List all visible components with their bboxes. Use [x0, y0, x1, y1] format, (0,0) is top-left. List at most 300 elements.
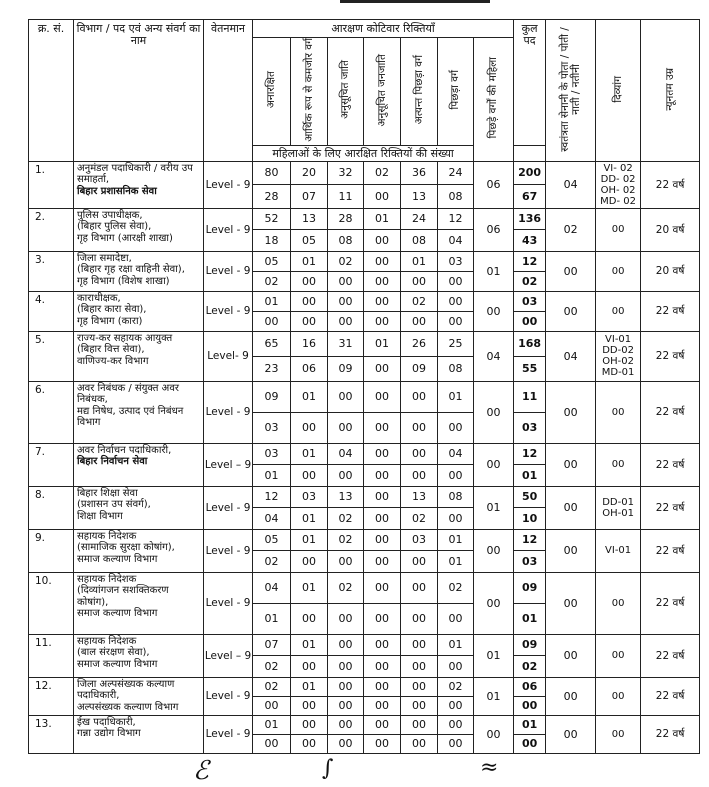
women-vacancy-count: 00: [401, 311, 438, 331]
women-vacancy-count: 00: [328, 696, 364, 715]
women-total-posts: 10: [514, 507, 546, 529]
vacancy-count: 13: [401, 486, 438, 507]
bc-women-count: 04: [474, 331, 514, 381]
post-name-line: काराधीक्षक,: [77, 292, 121, 304]
post-name-line: गृह विभाग (आरक्षी शाखा): [77, 232, 173, 244]
table-row: [29, 291, 700, 311]
col-header-age: [641, 20, 700, 162]
women-vacancy-count: 02: [253, 271, 291, 291]
table-row: [29, 715, 700, 734]
vacancy-count: 00: [438, 291, 474, 311]
women-vacancy-count: 00: [364, 464, 401, 486]
table-row: [29, 331, 700, 356]
vacancy-count: 13: [328, 486, 364, 507]
bc-women-count: 00: [474, 572, 514, 634]
women-total-posts: 00: [514, 696, 546, 715]
women-total-posts: 55: [514, 356, 546, 381]
divyang-line: OH-02: [602, 356, 634, 368]
vacancy-count: 65: [253, 331, 291, 356]
vacancy-count: 01: [291, 529, 328, 550]
table-row: [29, 572, 700, 603]
total-posts: 12: [514, 529, 546, 550]
pay-level: Level - 9: [204, 715, 253, 753]
min-age: 22 वर्ष: [641, 529, 700, 572]
vacancy-count: 13: [291, 208, 328, 229]
table-row: [29, 208, 700, 229]
divyang-line: 00: [611, 597, 625, 609]
women-vacancy-count: 02: [253, 550, 291, 572]
cat-ebc: [401, 38, 438, 146]
women-vacancy-count: 00: [328, 271, 364, 291]
vacancy-count: 08: [438, 486, 474, 507]
pay-level: Level - 9: [204, 208, 253, 251]
women-vacancy-count: 00: [291, 603, 328, 634]
post-name-line: (बिहार पुलिस सेवा),: [77, 221, 152, 233]
vacancy-count: 00: [291, 291, 328, 311]
cat-bc: [438, 38, 474, 146]
divyang-count: [596, 251, 641, 291]
post-name-line: अवर निर्वाचन पदाधिकारी,: [77, 444, 172, 456]
cat-st: [364, 38, 401, 146]
vacancy-count: 05: [253, 251, 291, 271]
post-service-name: बिहार प्रशासनिक सेवा: [77, 185, 157, 197]
post-name-line: सहायक निदेशक: [77, 573, 137, 585]
min-age: 22 वर्ष: [641, 291, 700, 331]
post-name-line: शिक्षा विभाग: [77, 510, 123, 522]
vacancy-count: 24: [438, 161, 474, 184]
freedom-fighter-label: स्वतंत्रता सेनानी के पोता / पोती / नाती / नतीनी: [558, 26, 582, 152]
post-name: [74, 381, 204, 443]
vacancy-count: 02: [438, 572, 474, 603]
col-header-total: कुल पद: [514, 20, 546, 146]
pay-level: Level - 9: [204, 677, 253, 715]
serial-number: 8.: [29, 486, 74, 529]
vacancy-count: 03: [438, 251, 474, 271]
women-vacancy-count: 00: [438, 412, 474, 443]
vacancy-count: 00: [401, 677, 438, 696]
women-vacancy-count: 28: [253, 184, 291, 208]
vacancy-count: 00: [401, 381, 438, 412]
min-age: 22 वर्ष: [641, 715, 700, 753]
post-name: [74, 634, 204, 677]
signature-2: ∫: [322, 756, 334, 781]
table-row: [29, 634, 700, 655]
col-header-dept: विभाग / पद एवं अन्य संवर्ग का नाम: [74, 20, 204, 162]
vacancy-count: 00: [364, 715, 401, 734]
pay-level: Level - 9: [204, 486, 253, 529]
cat-label: अनारक्षित: [265, 71, 277, 109]
post-name-line: समाज कल्याण विभाग: [77, 658, 158, 670]
post-name-line: ईख पदाधिकारी,: [77, 716, 136, 728]
cat-bc-women: [474, 38, 514, 162]
vacancy-count: 32: [328, 161, 364, 184]
women-vacancy-count: 00: [328, 603, 364, 634]
divyang-count: [596, 443, 641, 486]
women-vacancy-count: 00: [253, 311, 291, 331]
women-vacancy-count: 05: [291, 229, 328, 251]
serial-number: 12.: [29, 677, 74, 715]
freedom-fighter-count: 00: [546, 529, 596, 572]
women-total-posts: 00: [514, 311, 546, 331]
total-posts: 200: [514, 161, 546, 184]
post-name-line: (बिहार कारा सेवा),: [77, 304, 147, 316]
freedom-fighter-count: 00: [546, 572, 596, 634]
total-posts: 03: [514, 291, 546, 311]
women-vacancy-count: 09: [328, 356, 364, 381]
freedom-fighter-count: 04: [546, 331, 596, 381]
total-posts: 09: [514, 634, 546, 655]
serial-number: 9.: [29, 529, 74, 572]
post-name-line: बिहार शिक्षा सेवा: [77, 487, 138, 499]
women-vacancy-count: 00: [438, 603, 474, 634]
women-vacancy-count: 04: [253, 507, 291, 529]
post-name-line: जिला समादेष्टा,: [77, 252, 132, 264]
women-vacancy-count: 00: [291, 734, 328, 753]
divyang-label: दिव्यांग: [611, 75, 624, 103]
women-vacancy-count: 00: [438, 655, 474, 677]
women-vacancy-count: 00: [328, 412, 364, 443]
women-vacancy-count: 00: [364, 550, 401, 572]
post-name-line: अवर निबंधक / संयुक्त अवर निबंधक,: [77, 382, 179, 406]
vacancy-count: 00: [364, 572, 401, 603]
women-vacancy-count: 00: [364, 311, 401, 331]
pay-level: Level – 9: [204, 443, 253, 486]
women-reserved-note: महिलाओं के लिए आरक्षित रिक्तियों की संख्या: [253, 145, 474, 161]
freedom-fighter-count: 00: [546, 251, 596, 291]
vacancy-count: 01: [438, 381, 474, 412]
women-total-posts: 67: [514, 184, 546, 208]
bc-women-count: 06: [474, 161, 514, 208]
women-vacancy-count: 00: [328, 464, 364, 486]
cat-label: पिछड़े वर्गों की महिला: [487, 57, 500, 139]
vacancy-count: 03: [253, 443, 291, 464]
women-vacancy-count: 00: [364, 507, 401, 529]
divyang-line: VI- 02: [603, 162, 633, 174]
post-name-line: वाणिज्य-कर विभाग: [77, 355, 149, 367]
divyang-line: DD-01: [602, 496, 634, 508]
women-vacancy-count: 00: [253, 696, 291, 715]
vacancy-count: 25: [438, 331, 474, 356]
bc-women-count: 00: [474, 715, 514, 753]
bc-women-count: 00: [474, 291, 514, 331]
vacancy-count: 03: [401, 529, 438, 550]
divyang-line: 00: [611, 728, 625, 740]
vacancy-count: 05: [253, 529, 291, 550]
vacancy-count: 24: [401, 208, 438, 229]
col-header-pay: वेतनमान: [204, 20, 253, 162]
bc-women-count: 01: [474, 486, 514, 529]
freedom-fighter-count: 04: [546, 161, 596, 208]
table-row: [29, 677, 700, 696]
women-vacancy-count: 00: [438, 271, 474, 291]
post-name-line: सहायक निदेशक: [77, 635, 137, 647]
post-name: [74, 161, 204, 208]
col-header-divyang: [596, 20, 641, 162]
divyang-count: [596, 677, 641, 715]
women-vacancy-count: 01: [253, 603, 291, 634]
pay-level: Level - 9: [204, 251, 253, 291]
vacancy-count: 01: [291, 251, 328, 271]
vacancy-count: 00: [328, 291, 364, 311]
total-posts: 136: [514, 208, 546, 229]
vacancy-count: 28: [328, 208, 364, 229]
vacancy-count: 00: [401, 715, 438, 734]
women-vacancy-count: 00: [401, 412, 438, 443]
total-posts: 06: [514, 677, 546, 696]
women-vacancy-count: 00: [291, 550, 328, 572]
divyang-count: [596, 572, 641, 634]
divyang-line: 00: [611, 650, 625, 662]
divyang-line: 00: [611, 265, 625, 277]
vacancy-count: 01: [291, 677, 328, 696]
divyang-line: DD- 02: [600, 173, 636, 185]
post-name-line: (बिहार वित्त सेवा),: [77, 344, 145, 356]
col-header-sno: क्र. सं.: [29, 20, 74, 162]
women-total-posts: 01: [514, 464, 546, 486]
vacancy-count: 02: [401, 291, 438, 311]
women-vacancy-count: 00: [438, 464, 474, 486]
min-age: 22 वर्ष: [641, 572, 700, 634]
bc-women-count: 00: [474, 529, 514, 572]
post-name: [74, 572, 204, 634]
cat-label: अनुसूचित जाति: [339, 60, 351, 120]
women-vacancy-count: 00: [364, 229, 401, 251]
vacancy-count: 36: [401, 161, 438, 184]
serial-number: 1.: [29, 161, 74, 208]
women-vacancy-count: 00: [364, 412, 401, 443]
cat-unreserved: [253, 38, 291, 146]
vacancy-count: 26: [401, 331, 438, 356]
vacancy-count: 01: [401, 251, 438, 271]
vacancy-count: 01: [253, 291, 291, 311]
post-name-line: पुलिस उपाधीक्षक,: [77, 209, 143, 221]
serial-number: 2.: [29, 208, 74, 251]
vacancy-count: 09: [253, 381, 291, 412]
table-row: [29, 251, 700, 271]
post-service-name: बिहार निर्वाचन सेवा: [77, 456, 148, 468]
vacancy-count: 20: [291, 161, 328, 184]
freedom-fighter-count: 00: [546, 677, 596, 715]
women-total-posts: 43: [514, 229, 546, 251]
vacancy-count: 00: [364, 443, 401, 464]
women-vacancy-count: 00: [401, 271, 438, 291]
vacancy-count: 00: [291, 715, 328, 734]
divyang-count: [596, 715, 641, 753]
women-vacancy-count: 00: [364, 734, 401, 753]
post-name-line: जिला अल्पसंख्यक कल्याण पदाधिकारी,: [77, 678, 175, 702]
women-vacancy-count: 08: [401, 229, 438, 251]
serial-number: 7.: [29, 443, 74, 486]
women-vacancy-count: 02: [328, 507, 364, 529]
post-name: [74, 291, 204, 331]
min-age: 22 वर्ष: [641, 677, 700, 715]
serial-number: 13.: [29, 715, 74, 753]
divyang-line: VI-01: [605, 545, 632, 557]
women-vacancy-count: 00: [291, 412, 328, 443]
women-vacancy-count: 00: [401, 696, 438, 715]
divyang-line: DD-02: [602, 345, 634, 357]
table-row: [29, 486, 700, 507]
post-name-line: गन्ना उद्योग विभाग: [77, 728, 141, 740]
women-vacancy-count: 02: [401, 507, 438, 529]
total-blank: [514, 145, 546, 161]
freedom-fighter-count: 00: [546, 443, 596, 486]
pay-level: Level - 9: [204, 381, 253, 443]
cat-label: अनुसूचित जनजाति: [375, 53, 388, 127]
pay-level: Level - 9: [204, 529, 253, 572]
divyang-count: [596, 161, 641, 208]
post-name-line: गृह विभाग (विशेष शाखा): [77, 275, 170, 287]
vacancy-count: 00: [364, 486, 401, 507]
post-name-line: (बाल संरक्षण सेवा),: [77, 647, 150, 659]
vacancy-count: 00: [401, 634, 438, 655]
bc-women-count: 01: [474, 634, 514, 677]
divyang-line: 00: [611, 305, 625, 317]
women-vacancy-count: 00: [328, 655, 364, 677]
cat-label: अत्यन्त पिछड़ा वर्ग: [412, 55, 425, 125]
total-posts: 12: [514, 251, 546, 271]
divyang-line: MD-01: [601, 367, 635, 379]
freedom-fighter-count: 02: [546, 208, 596, 251]
min-age: 20 वर्ष: [641, 208, 700, 251]
divyang-line: VI-01: [605, 334, 632, 346]
post-name: [74, 443, 204, 486]
vacancy-count: 00: [438, 715, 474, 734]
freedom-fighter-count: 00: [546, 486, 596, 529]
min-age: 22 वर्ष: [641, 634, 700, 677]
min-age: 22 वर्ष: [641, 443, 700, 486]
freedom-fighter-count: 00: [546, 715, 596, 753]
divyang-count: [596, 486, 641, 529]
top-border-line: [340, 0, 490, 3]
vacancy-count: 02: [253, 677, 291, 696]
divyang-count: [596, 291, 641, 331]
women-vacancy-count: 00: [291, 696, 328, 715]
post-name: [74, 529, 204, 572]
women-vacancy-count: 08: [438, 184, 474, 208]
divyang-line: OH-01: [602, 507, 634, 519]
women-vacancy-count: 04: [438, 229, 474, 251]
vacancy-count: 52: [253, 208, 291, 229]
post-name-line: समाज कल्याण विभाग: [77, 553, 158, 565]
women-vacancy-count: 01: [253, 464, 291, 486]
women-vacancy-count: 03: [253, 412, 291, 443]
vacancy-count: 12: [438, 208, 474, 229]
vacancy-count: 01: [291, 381, 328, 412]
vacancy-count: 00: [328, 677, 364, 696]
signature-1: ℰ: [193, 756, 209, 786]
women-vacancy-count: 00: [401, 734, 438, 753]
vacancy-count: 00: [364, 291, 401, 311]
min-age: 22 वर्ष: [641, 486, 700, 529]
divyang-count: [596, 208, 641, 251]
vacancy-count: 00: [328, 634, 364, 655]
bc-women-count: 01: [474, 251, 514, 291]
women-total-posts: 03: [514, 550, 546, 572]
women-vacancy-count: 08: [328, 229, 364, 251]
signature-3: ≈: [480, 755, 499, 780]
women-vacancy-count: 00: [401, 550, 438, 572]
vacancy-count: 00: [364, 634, 401, 655]
pay-level: Level – 9: [204, 634, 253, 677]
cat-label: आर्थिक रूप से कमजोर वर्ग: [302, 38, 315, 142]
women-vacancy-count: 01: [438, 550, 474, 572]
women-vacancy-count: 00: [438, 734, 474, 753]
women-vacancy-count: 23: [253, 356, 291, 381]
vacancy-count: 00: [401, 572, 438, 603]
vacancy-count: 00: [364, 251, 401, 271]
post-name: [74, 677, 204, 715]
vacancy-count: 00: [364, 381, 401, 412]
min-age-label: न्यूनतम उम्र: [663, 67, 676, 111]
women-total-posts: 02: [514, 655, 546, 677]
women-vacancy-count: 00: [328, 550, 364, 572]
vacancy-count: 00: [401, 443, 438, 464]
vacancy-count: 02: [328, 529, 364, 550]
women-vacancy-count: 00: [364, 603, 401, 634]
serial-number: 10.: [29, 572, 74, 634]
divyang-line: 00: [611, 224, 625, 236]
post-name: [74, 208, 204, 251]
vacancy-count: 01: [438, 529, 474, 550]
table-row: [29, 161, 700, 184]
vacancy-count: 02: [328, 251, 364, 271]
freedom-fighter-count: 00: [546, 381, 596, 443]
divyang-line: OH- 02: [600, 184, 636, 196]
bc-women-count: 00: [474, 443, 514, 486]
women-vacancy-count: 02: [253, 655, 291, 677]
divyang-line: 00: [611, 459, 625, 471]
post-name: [74, 251, 204, 291]
women-vacancy-count: 06: [291, 356, 328, 381]
women-vacancy-count: 09: [401, 356, 438, 381]
min-age: 20 वर्ष: [641, 251, 700, 291]
pay-level: Level - 9: [204, 161, 253, 208]
post-name-line: (बिहार गृह रक्षा वाहिनी सेवा),: [77, 264, 185, 276]
vacancy-count: 02: [438, 677, 474, 696]
women-vacancy-count: 18: [253, 229, 291, 251]
women-total-posts: 01: [514, 603, 546, 634]
cat-sc: [328, 38, 364, 146]
post-name-line: राज्य-कर सहायक आयुक्त: [77, 332, 173, 344]
cat-label: पिछड़ा वर्ग: [449, 70, 461, 110]
bc-women-count: 01: [474, 677, 514, 715]
women-vacancy-count: 00: [401, 464, 438, 486]
vacancy-count: 01: [291, 572, 328, 603]
cat-ews: [291, 38, 328, 146]
women-vacancy-count: 08: [438, 356, 474, 381]
post-name-line: अनुमंडल पदाधिकारी / वरीय उप समाहर्ता,: [77, 162, 193, 186]
vacancy-count: 31: [328, 331, 364, 356]
women-vacancy-count: 00: [291, 311, 328, 331]
header-row: [29, 20, 700, 38]
divyang-line: 00: [611, 406, 625, 418]
women-vacancy-count: 00: [438, 507, 474, 529]
divyang-count: [596, 529, 641, 572]
divyang-count: [596, 634, 641, 677]
women-vacancy-count: 00: [401, 603, 438, 634]
women-vacancy-count: 01: [291, 507, 328, 529]
women-vacancy-count: 00: [364, 184, 401, 208]
pay-level: Level- 9: [204, 331, 253, 381]
vacancy-count: 01: [364, 331, 401, 356]
table-row: [29, 381, 700, 412]
post-name-line: सहायक निदेशक: [77, 530, 137, 542]
vacancy-count: 01: [438, 634, 474, 655]
post-name: [74, 715, 204, 753]
women-vacancy-count: 00: [401, 655, 438, 677]
divyang-count: [596, 381, 641, 443]
